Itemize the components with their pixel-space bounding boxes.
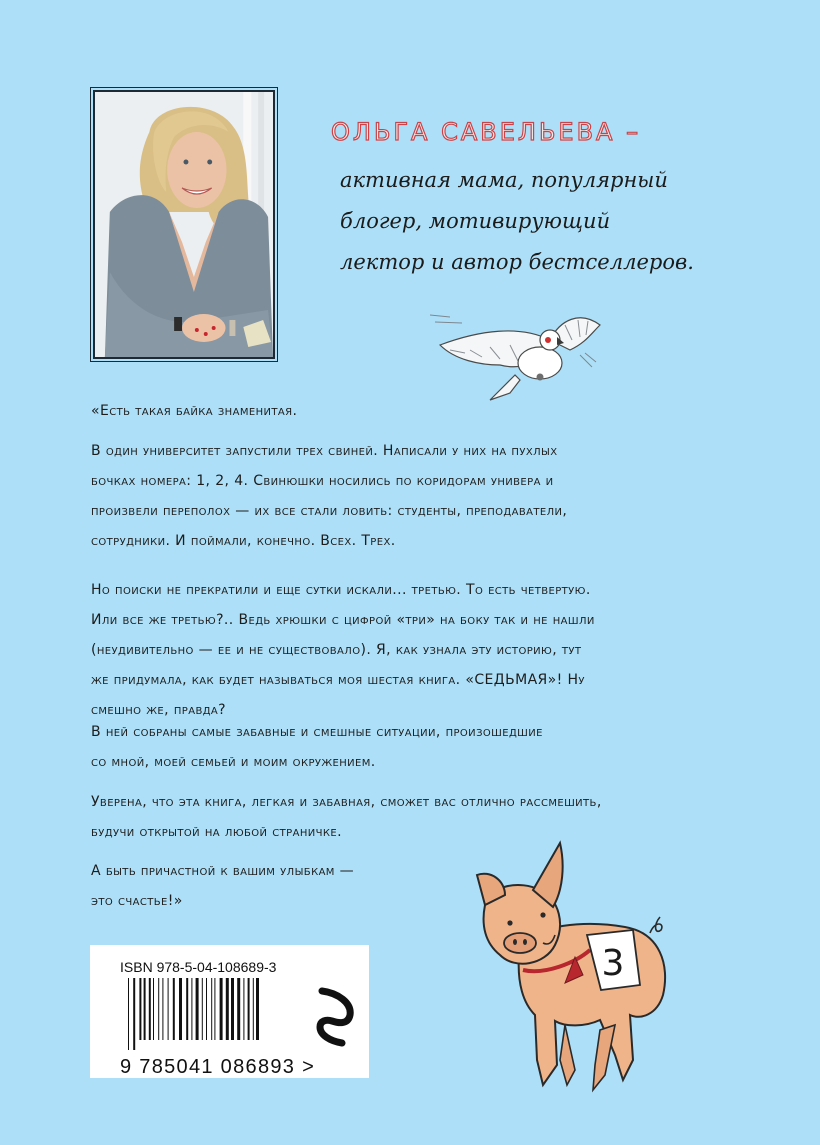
- author-name: ОЛЬГА САВЕЛЬЕВА –: [331, 118, 642, 146]
- author-description-line: блогер, мотивирующий: [340, 209, 611, 233]
- blurb-paragraph: [91, 575, 731, 725]
- barcode-bar: [173, 978, 175, 1040]
- barcode-digits: 9 785041 086893 >: [120, 1056, 316, 1078]
- cockatoo-illustration: [420, 295, 605, 405]
- barcode-bar: [226, 978, 229, 1040]
- barcode-bar: [206, 978, 207, 1040]
- pig-illustration: [465, 835, 680, 1100]
- blurb-line: В один университет запустили трех свиней. Написали у них на пухлых: [91, 443, 558, 459]
- barcode-bar: [162, 978, 163, 1040]
- blurb-line: же придумала, как будет называться моя шестая книга. «СЕДЬМАЯ»! Ну: [91, 672, 585, 688]
- author-description-line: активная мама, популярный: [340, 168, 668, 192]
- blurb-line: «Есть такая байка знаменитая.: [91, 403, 298, 419]
- barcode-bar: [133, 978, 135, 1050]
- barcode-bar: [144, 978, 146, 1040]
- barcode-bar: [186, 978, 188, 1040]
- barcode-bar: [237, 978, 240, 1040]
- barcode-bar: [214, 978, 215, 1040]
- barcode-bar: [158, 978, 159, 1040]
- author-description: [340, 160, 720, 283]
- isbn-barcode-box: [90, 945, 369, 1078]
- blurb-line: (неудивительно — ее и не существовало). Я, как узнала эту историю, тут: [91, 642, 582, 658]
- barcode-bar: [196, 978, 199, 1040]
- barcode-bar: [202, 978, 203, 1040]
- barcode-bar: [253, 978, 254, 1040]
- blurb-line: будучи открытой на любой страничке.: [91, 824, 342, 840]
- author-photo: [93, 90, 275, 359]
- blurb-paragraph: [91, 717, 731, 777]
- barcode-bar: [139, 978, 141, 1040]
- barcode-bar: [248, 978, 250, 1040]
- barcode-bar: [220, 978, 223, 1040]
- blurb-line: произвели переполох — их все стали ловить: студенты, преподаватели,: [91, 503, 568, 519]
- blurb-line: это счастье!»: [91, 893, 183, 909]
- barcode-bars: [120, 978, 283, 1050]
- author-photo-frame: [90, 87, 278, 362]
- blurb-line: со мной, моей семьей и моим окружением.: [91, 754, 376, 770]
- blurb-line: Или все же третью?.. Ведь хрюшки с цифрой «три» на боку так и не нашли: [91, 612, 595, 628]
- author-description-line: лектор и автор бестселлеров.: [340, 250, 694, 274]
- isbn-label: ISBN 978-5-04-108689-3: [120, 959, 277, 975]
- barcode-bar: [153, 978, 154, 1040]
- eksmo-logo-icon: [308, 985, 358, 1047]
- barcode: [120, 978, 316, 1078]
- blurb-line: бочках номера: 1, 2, 4. Свинюшки носились по коридорам универа и: [91, 473, 554, 489]
- barcode-bar: [149, 978, 151, 1040]
- author-portrait-image: [95, 92, 273, 357]
- barcode-bar: [191, 978, 192, 1040]
- blurb-paragraph: [91, 396, 731, 426]
- blurb-line: В ней собраны самые забавные и смешные ситуации, произошедшие: [91, 724, 543, 740]
- blurb-line: Уверена, что эта книга, легкая и забавная, сможет вас отлично рассмешить,: [91, 794, 602, 810]
- blurb-line: сотрудники. И поймали, конечно. Всех. Трех.: [91, 533, 396, 549]
- barcode-bar: [256, 978, 259, 1040]
- barcode-bar: [128, 978, 129, 1050]
- barcode-bar: [168, 978, 169, 1040]
- barcode-bar: [231, 978, 234, 1040]
- blurb-line: А быть причастной к вашим улыбкам —: [91, 863, 355, 879]
- blurb-paragraph: [91, 436, 731, 556]
- barcode-bar: [243, 978, 244, 1040]
- blurb-line: Но поиски не прекратили и еще сутки искали... третью. То есть четвертую.: [91, 582, 591, 598]
- pig-number: 3: [601, 943, 625, 984]
- barcode-bar: [179, 978, 182, 1040]
- barcode-bar: [211, 978, 212, 1040]
- blurb-line: смешно же, правда?: [91, 702, 226, 718]
